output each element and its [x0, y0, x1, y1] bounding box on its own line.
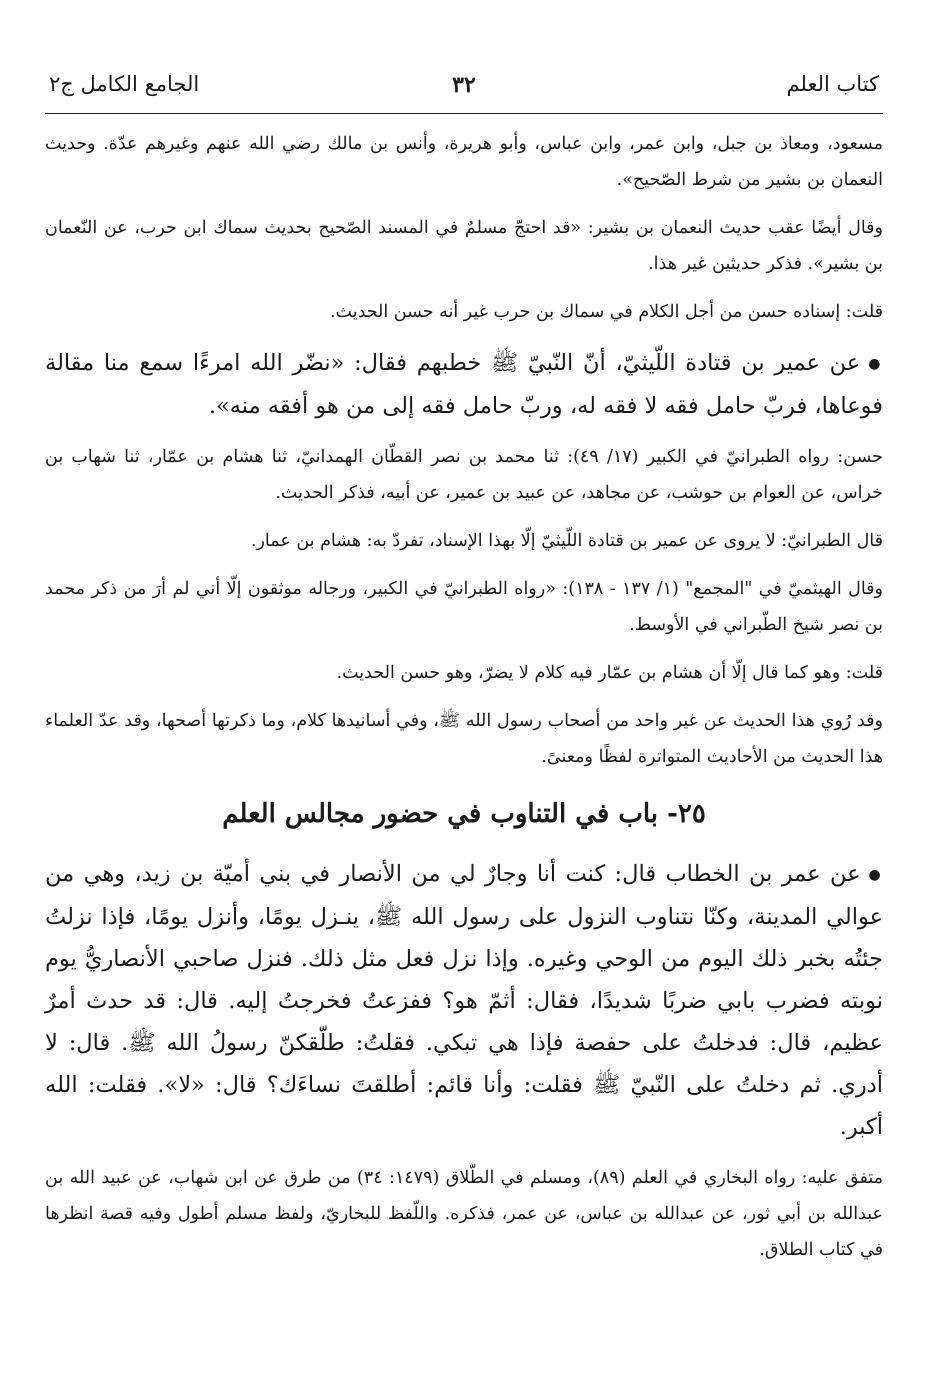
commentary-paragraph: وقال الهيثميّ في "المجمع" (١/ ١٣٧ - ١٣٨): «رواه الطبرانيّ في الكبير، ورجاله موثقون إلّا أني لم أرَ من ذكر محمد بن نصر شيخ الطّبراني في الأوسط.: [45, 579, 883, 635]
author-note-paragraph: قلت: وهو كما قال إلّا أن هشام بن عمّار فيه كلام لا يضرّ، وهو حسن الحديث.: [336, 663, 883, 683]
takhrij-paragraph: متفق عليه: رواه البخاري في العلم (٨٩)، ومسلم في الطّلاق (١٤٧٩: ٣٤) من طرق عن ابن شهاب، عن عبيد الله بن عبدالله بن أبي ثور، عن عبدالله بن عباس، عن عمر، فذكره. واللّفظ للبخاريّ، ولفظ مسلم أطول وفيه قصة انظرها في كتاب الطلاق.: [45, 1168, 883, 1260]
page-number: ٣٢: [452, 72, 476, 98]
header-volume-title: الجامع الكامل ج٢: [49, 71, 200, 96]
hadith-text: عن عمير بن قتادة اللّيثيّ، أنّ النّبيّ ﷺ خطبهم فقال: «نضّر الله امرءًا سمع منا مقالة فوعاها، فربّ حامل فقه لا فقه له، وربّ حامل فقه إلى من هو أفقه منه».: [45, 350, 883, 419]
hadith-entry: [45, 853, 883, 1148]
book-page: [45, 62, 883, 1362]
page-body: [45, 114, 883, 1268]
continued-quote-paragraph: مسعود، ومعاذ بن جبل، وابن عمر، وابن عباس، وأبو هريرة، وأنس بن مالك رضي الله عنهم وغيرهم عدّة. وحديث النعمان بن بشير من شرط الصّحيح».: [45, 134, 883, 190]
commentary-paragraph: قال الطبرانيّ: لا يروى عن عمير بن قتادة اللّيثيّ إلّا بهذا الإسناد، تفردّ به: هشام بن عمار.: [250, 531, 883, 551]
commentary-paragraph: وقال أيضًا عقب حديث النعمان بن بشير: «قد احتجّ مسلمٌ في المسند الصّحيح بحديث سماك ابن حرب، عن النّعمان بن بشير». فذكر حديثين غير هذا.: [45, 218, 883, 274]
header-book-title: كتاب العلم: [786, 71, 879, 96]
commentary-paragraph: وقد رُوي هذا الحديث عن غير واحد من أصحاب رسول الله ﷺ، وفي أسانيدها كلام، وما ذكرتها أصحها، وقد عدّ العلماء هذا الحديث من الأحاديث المتواترة لفظًا ومعنىً.: [45, 711, 883, 767]
hadith-entry: [45, 342, 883, 427]
bullet-icon: ●: [868, 867, 883, 883]
running-header: [45, 62, 883, 114]
takhrij-paragraph: حسن: رواه الطبرانيّ في الكبير (١٧/ ٤٩): ثنا محمد بن نصر القطّان الهمدانيّ، ثنا هشام بن عمّار، ثنا شهاب بن خراس، عن العوام بن حوشب، عن مجاهد، عن عبيد بن عمير، عن أبيه، فذكر الحديث.: [45, 447, 884, 503]
author-note-paragraph: قلت: إسناده حسن من أجل الكلام في سماك بن حرب غير أنه حسن الحديث.: [329, 302, 883, 322]
bullet-icon: ●: [868, 356, 883, 372]
hadith-text: عن عمر بن الخطاب قال: كنت أنا وجارٌ لي من الأنصار في بني أميّة بن زيد، وهي من عوالي المدينة، وكنّا نتناوب النزول على رسول الله ﷺ، ينـزل يومًا، وأنزل يومًا، فإذا نزلتُ جئتُه بخبر ذلك اليوم من الوحي وغيره. وإذا نزل فعل مثل ذلك. فنزل صاحبي الأنصاريُّ يوم نوبته فضرب بابي ضربًا شديدًا، فقال: أثمّ هو؟ ففزعتُ فخرجتُ إليه. قال: قد حدث أمرٌ عظيم، قال: فدخلتُ على حفصة فإذا هي تبكي. فقلتُ: طلّقكنّ رسولُ الله ﷺ. قال: لا أدري. ثم دخلتُ على النّبيّ ﷺ فقلت: وأنا قائم: أطلقتَ نساءَك؟ قال: «لا». فقلت: الله أكبر.: [45, 861, 883, 1140]
chapter-heading: ٢٥- باب في التناوب في حضور مجالس العلم: [222, 799, 706, 829]
